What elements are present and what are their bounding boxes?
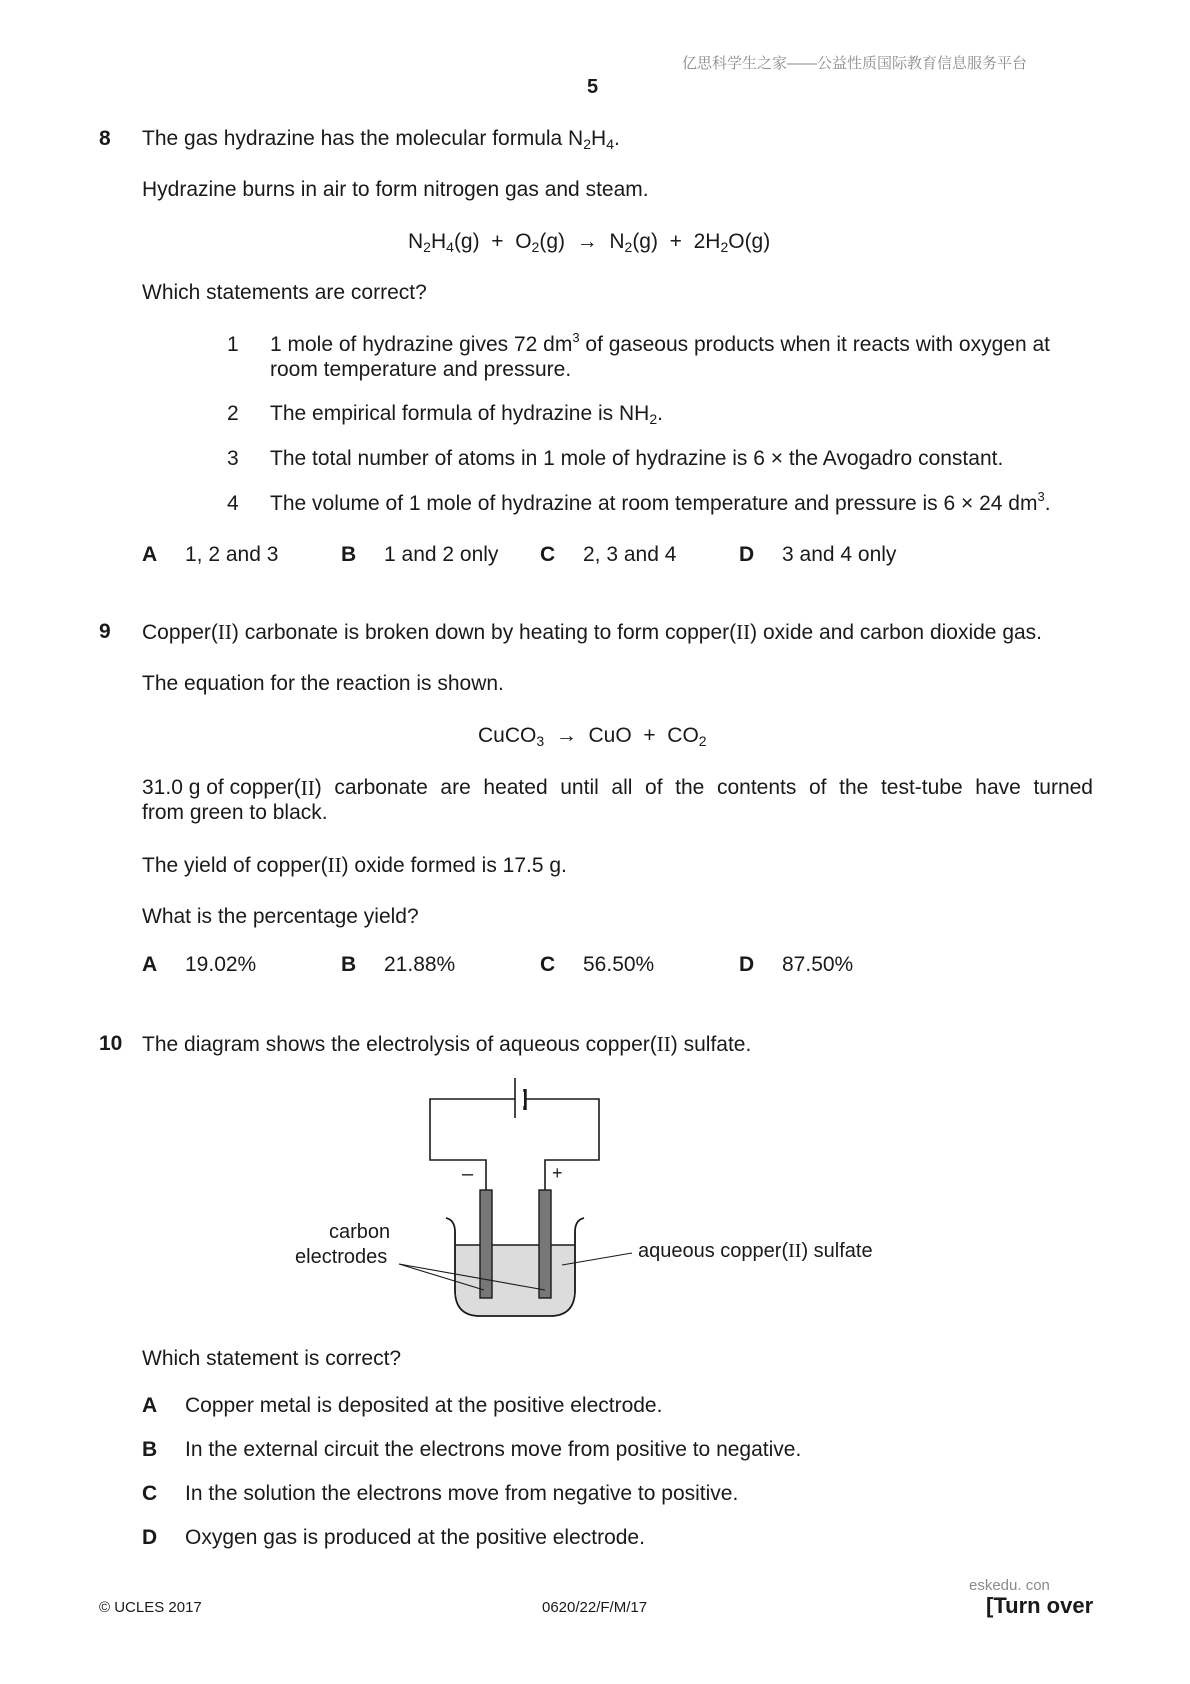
q9-option-a: 19.02% — [185, 953, 257, 976]
q8-equation: $N_2H_4(g) + O_2(g) \to N_2(g) + 2H_2O(g)$ — [408, 230, 771, 255]
positive-terminal-sign: + — [552, 1163, 563, 1183]
carbon-label: carbon — [329, 1221, 391, 1243]
q8-option-b: 1 and 2 only — [384, 543, 499, 566]
q8-statement-2-number: 2 — [227, 402, 239, 425]
q8-option-a-letter: A — [142, 543, 158, 566]
q9-option-d-letter: D — [739, 953, 755, 976]
solution — [456, 1245, 574, 1315]
q9-line1: Copper(II) carbonate is broken down by heating to form copper(II) oxide and carbon dioxide gas. — [142, 620, 1043, 644]
negative-terminal-sign: – — [462, 1163, 474, 1185]
q8-option-a: 1, 2 and 3 — [185, 543, 279, 566]
q9-ask: What is the percentage yield? — [142, 905, 419, 928]
paper-code: 0620/22/F/M/17 — [542, 1599, 648, 1616]
circuit-wire-left — [430, 1099, 486, 1190]
solution-label: aqueous copper(II) sulfate — [638, 1240, 873, 1262]
q8-option-d: 3 and 4 only — [782, 543, 897, 566]
q8-statement-4-number: 4 — [227, 492, 239, 515]
q9-option-a-letter: A — [142, 953, 158, 976]
q9-line4: The yield of copper(II) oxide formed is 17.5 g. — [142, 853, 567, 877]
q10-option-a-letter: A — [142, 1394, 158, 1417]
q8-line2: Hydrazine burns in air to form nitrogen gas and steam. — [142, 178, 649, 201]
turn-over: [Turn over — [986, 1593, 1094, 1618]
q9-number: 9 — [99, 620, 111, 643]
q9-line2: The equation for the reaction is shown. — [142, 672, 504, 695]
q8-statement-2: The empirical formula of hydrazine is $NH_2$. — [270, 402, 663, 427]
q8-ask: Which statements are correct? — [142, 281, 427, 304]
positive-electrode — [539, 1190, 551, 1298]
q10-option-b: In the external circuit the electrons move from positive to negative. — [185, 1438, 802, 1461]
q10-option-c-letter: C — [142, 1482, 158, 1505]
q10-option-c: In the solution the electrons move from negative to positive. — [185, 1482, 739, 1505]
q9-option-d: 87.50% — [782, 953, 854, 976]
negative-electrode — [480, 1190, 492, 1298]
q10-option-d: Oxygen gas is produced at the positive electrode. — [185, 1526, 645, 1549]
copyright: © UCLES 2017 — [99, 1599, 202, 1616]
q9-option-c: 56.50% — [583, 953, 655, 976]
q9-line3: 31.0 g of copper( II ) carbonate are heated until all of the contents of the test-tube have turned — [142, 776, 1093, 800]
q8-number: 8 — [99, 127, 111, 150]
q8-option-b-letter: B — [341, 543, 357, 566]
q8-statement-3-number: 3 — [227, 447, 239, 470]
q8-option-c: 2, 3 and 4 — [583, 543, 677, 566]
q8-option-c-letter: C — [540, 543, 556, 566]
q10-option-d-letter: D — [142, 1526, 158, 1549]
q8-statement-4: The volume of 1 mole of hydrazine at room temperature and pressure is 6 × 24 $dm^3$. — [270, 489, 1051, 515]
q9-option-c-letter: C — [540, 953, 556, 976]
electrodes-label: electrodes — [295, 1246, 388, 1268]
q10-intro: The diagram shows the electrolysis of aqueous copper(II) sulfate. — [142, 1032, 752, 1056]
q10-number: 10 — [99, 1032, 123, 1055]
q9-line3-cont: from green to black. — [142, 801, 328, 824]
q8-statement-1-number: 1 — [227, 333, 239, 356]
q10-option-b-letter: B — [142, 1438, 158, 1461]
q10-ask: Which statement is correct? — [142, 1347, 402, 1370]
q8-statement-3: The total number of atoms in 1 mole of hydrazine is 6 × the Avogadro constant. — [270, 447, 1004, 470]
header-watermark: 亿思科学生之家——公益性质国际教育信息服务平台 — [682, 55, 1028, 72]
q8-option-d-letter: D — [739, 543, 755, 566]
footer-watermark: eskedu. con — [969, 1577, 1050, 1594]
q8-statement-1-line2: room temperature and pressure. — [270, 358, 572, 381]
page-number: 5 — [587, 76, 599, 98]
q8-intro: The gas hydrazine has the molecular formula $N_2H_4$. — [142, 127, 620, 152]
q10-option-a: Copper metal is deposited at the positive electrode. — [185, 1394, 663, 1417]
q9-option-b-letter: B — [341, 953, 357, 976]
q9-option-b: 21.88% — [384, 953, 456, 976]
q8-statement-1: 1 mole of hydrazine gives 72 $dm^3$ of gaseous products when it reacts with oxygen at — [270, 330, 1050, 356]
q9-equation: CuCO$_3$ → CuO + $CO_2$ — [478, 724, 707, 749]
